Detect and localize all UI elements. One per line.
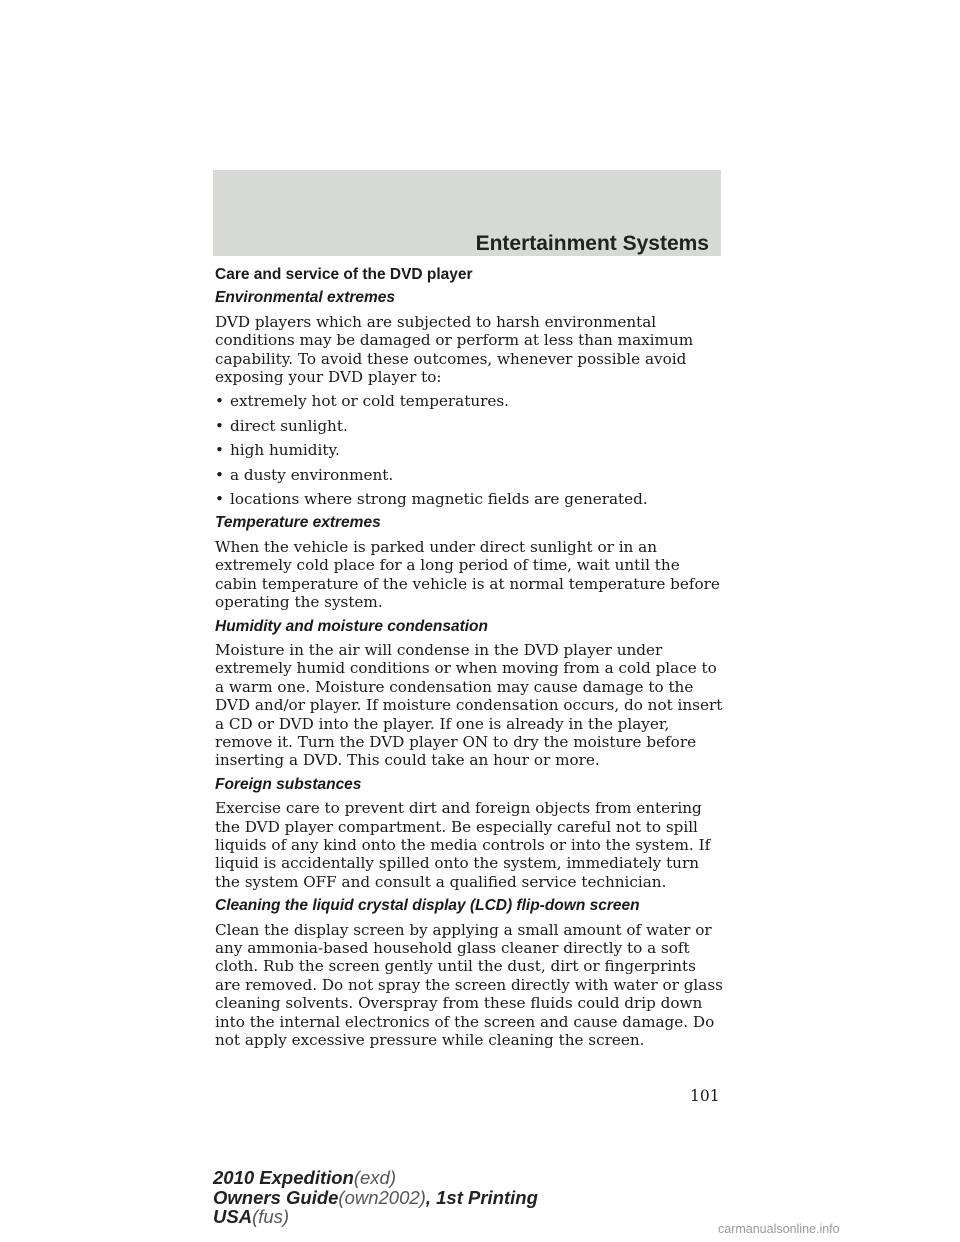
- bullet-text: extremely hot or cold temperatures.: [230, 392, 509, 411]
- footer-guide-code: (own2002): [338, 1186, 426, 1208]
- bullet-item: [215, 490, 725, 508]
- bullet-text: locations where strong magnetic fields are generated.: [230, 490, 648, 509]
- footer-model-code: (exd): [353, 1167, 397, 1188]
- section-header-band: [213, 170, 721, 256]
- footer-market-code: (fus): [252, 1206, 290, 1227]
- paragraph-humidity: Moisture in the air will condense in the DVD player under extremely humid conditions or when moving from a cold place to a warm one. Moisture condensation may cause damage to the DVD and/or player. If moisture condensation occurs, do not insert a CD or DVD into the player. If one is already in the player, remove it. Turn the DVD player ON to dry the moisture before inserting a DVD. This could take an hour or more.: [215, 640, 723, 770]
- bullet-item: [215, 466, 725, 484]
- heading-foreign-substances: Foreign substances: [215, 775, 362, 793]
- section-header-title: Entertainment Systems: [475, 232, 709, 255]
- page-title: Care and service of the DVD player: [215, 266, 473, 283]
- footer-print-info: [213, 1168, 538, 1227]
- paragraph-lcd-cleaning: Clean the display screen by applying a small amount of water or any ammonia-based household glass cleaner directly to a soft cloth. Rub the screen gently until the dust, dirt or fingerprints are removed. Do not spray the screen directly with water or glass cleaning solvents. Overspray from these fluids could drip down into the internal electronics of the screen and cause damage. Do not apply excessive pressure while cleaning the screen.: [215, 920, 723, 1050]
- footer-model: 2010 Expedition: [213, 1167, 354, 1188]
- bullet-item: [215, 392, 725, 410]
- heading-humidity: Humidity and moisture condensation: [215, 617, 488, 635]
- paragraph-foreign-substances: Exercise care to prevent dirt and foreign objects from entering the DVD player compartment. Be especially careful not to spill liquids of any kind onto the media controls or into the system. If liquid is accidentally spilled onto the system, immediately turn the system OFF and consult a qualified service technician.: [215, 799, 711, 891]
- bullet-text: high humidity.: [230, 441, 340, 460]
- footer-printing: , 1st Printing: [425, 1186, 538, 1208]
- page-number: 101: [690, 1087, 720, 1105]
- bullet-text: direct sunlight.: [230, 416, 348, 435]
- bullet-item: [215, 441, 725, 459]
- bullet-item: [215, 417, 725, 435]
- bullet-text: a dusty environment.: [230, 465, 394, 484]
- watermark: carmanualsonline.info: [718, 1222, 840, 1236]
- bullet-icon: •: [215, 392, 224, 411]
- heading-lcd-cleaning: Cleaning the liquid crystal display (LCD) flip-down screen: [215, 897, 640, 915]
- heading-environmental-extremes: Environmental extremes: [215, 289, 396, 307]
- footer-guide: Owners Guide: [213, 1186, 339, 1208]
- heading-temperature-extremes: Temperature extremes: [215, 514, 381, 532]
- page-content: [215, 266, 725, 1055]
- bullet-icon: •: [215, 465, 224, 484]
- paragraph-temperature: When the vehicle is parked under direct sunlight or in an extremely cold place for a long period of time, wait until the cabin temperature of the vehicle is at normal temperature before operating the system.: [215, 537, 720, 612]
- paragraph-environmental-intro: DVD players which are subjected to harsh environmental conditions may be damaged or perform at less than maximum capability. To avoid these outcomes, whenever possible avoid exposing your DVD player to:: [215, 312, 694, 387]
- bullet-icon: •: [215, 441, 224, 460]
- bullet-icon: •: [215, 416, 224, 435]
- footer-market: USA: [213, 1206, 253, 1227]
- bullet-icon: •: [215, 490, 224, 509]
